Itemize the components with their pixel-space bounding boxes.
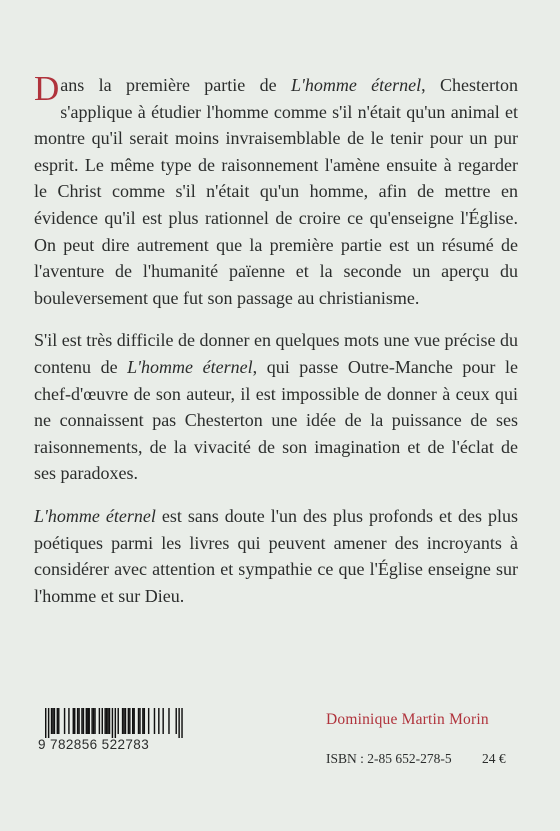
- barcode: [38, 708, 194, 752]
- barcode-bar: [176, 708, 177, 734]
- barcode-bar: [91, 708, 92, 734]
- barcode-bar: [112, 708, 113, 738]
- barcode-bar: [77, 708, 78, 734]
- barcode-bar: [109, 708, 110, 734]
- book-title: L'homme éternel: [290, 75, 422, 95]
- barcode-bar: [106, 708, 107, 734]
- barcode-bar: [125, 708, 126, 734]
- paragraph-2-text-a: S'il est très difficile de donner en quelques mots une vue précise du contenu de: [34, 330, 518, 377]
- barcode-bar: [128, 708, 129, 734]
- paragraph-1: [34, 69, 518, 311]
- barcode-bar: [139, 708, 140, 734]
- barcode-bar: [73, 708, 74, 734]
- barcode-bar: [89, 708, 90, 734]
- barcode-bar: [52, 708, 53, 734]
- book-title: L'homme éternel: [127, 356, 253, 377]
- barcode-bar: [132, 708, 133, 734]
- barcode-bar: [107, 708, 108, 734]
- barcode-bars: [38, 708, 194, 738]
- barcode-bar: [93, 708, 94, 734]
- paragraph-1-text-b: , Chesterton s'applique à étudier l'homme comme s'il n'était qu'un animal et montre qu'il serait moins invraisemblable de le tenir pour un pur esprit. Le même type de raisonnement l'amène ensuite à regarder le Christ comme s'il n'était qu'un homme, afin de mettre en évidence qu'il est plus rationnel de croire ce qu'enseigne l'Église. On peut dire autrement que la première partie est un résumé de l'aventure de l'humanité païenne et la seconde un aperçu du bouleversement que fut son passage au christianisme.: [34, 75, 518, 308]
- barcode-bar: [94, 708, 95, 734]
- paragraph-2-text-b: , qui passe Outre-Manche pour le chef-d'œuvre de son auteur, il est impossible de donner à ceux qui ne connaissent pas Chesterton une idée de la puissance de ses raisonnements, de la vivacité de son imagination et de l'éclat de ses paradoxes.: [34, 356, 518, 484]
- barcode-bar: [142, 708, 143, 734]
- barcode-bar: [51, 708, 52, 734]
- paragraph-1-text-a: ans la première partie de: [60, 75, 291, 95]
- back-cover-text: [34, 69, 518, 609]
- barcode-bar: [104, 708, 105, 734]
- barcode-bar: [148, 708, 149, 734]
- barcode-bar: [138, 708, 139, 734]
- barcode-bar: [158, 708, 159, 734]
- barcode-bar: [178, 708, 179, 738]
- barcode-bar: [129, 708, 130, 734]
- barcode-bar: [58, 708, 59, 734]
- barcode-bar: [123, 708, 124, 734]
- isbn-number: ISBN : 2-85 652-278-5: [326, 751, 452, 766]
- barcode-bar: [115, 708, 116, 738]
- barcode-bar: [133, 708, 134, 734]
- barcode-bar: [122, 708, 123, 734]
- barcode-digits: 9 782856 522783: [38, 737, 150, 752]
- barcode-bar: [45, 708, 46, 738]
- barcode-bar: [118, 708, 119, 734]
- drop-cap: D: [34, 69, 60, 108]
- barcode-bar: [57, 708, 58, 734]
- barcode-bar: [68, 708, 69, 734]
- barcode-bar: [144, 708, 145, 734]
- barcode-bar: [162, 708, 163, 734]
- book-title: L'homme éternel: [34, 505, 156, 526]
- publisher-name: Dominique Martin Morin: [326, 711, 489, 728]
- barcode-bar: [87, 708, 88, 734]
- barcode-bar: [99, 708, 100, 734]
- barcode-bar: [168, 708, 169, 734]
- barcode-bar: [64, 708, 65, 734]
- barcode-bar: [154, 708, 155, 734]
- barcode-bar: [83, 708, 84, 734]
- barcode-bar: [48, 708, 49, 738]
- paragraph-3-text-b: est sans doute l'un des plus profonds et des plus poétiques parmi les livres qui peuvent amener des incroyants à considérer avec attention et sympathie ce que l'Église enseigne sur l'homme et sur Dieu.: [34, 505, 518, 606]
- barcode-bar: [78, 708, 79, 734]
- price: 24 €: [482, 751, 506, 766]
- barcode-bar: [74, 708, 75, 734]
- barcode-bar: [54, 708, 55, 734]
- barcode-bar: [86, 708, 87, 734]
- paragraph-3: [34, 503, 518, 609]
- barcode-bar: [81, 708, 82, 734]
- barcode-bar: [102, 708, 103, 734]
- paragraph-2: [34, 327, 518, 487]
- barcode-bar: [181, 708, 182, 738]
